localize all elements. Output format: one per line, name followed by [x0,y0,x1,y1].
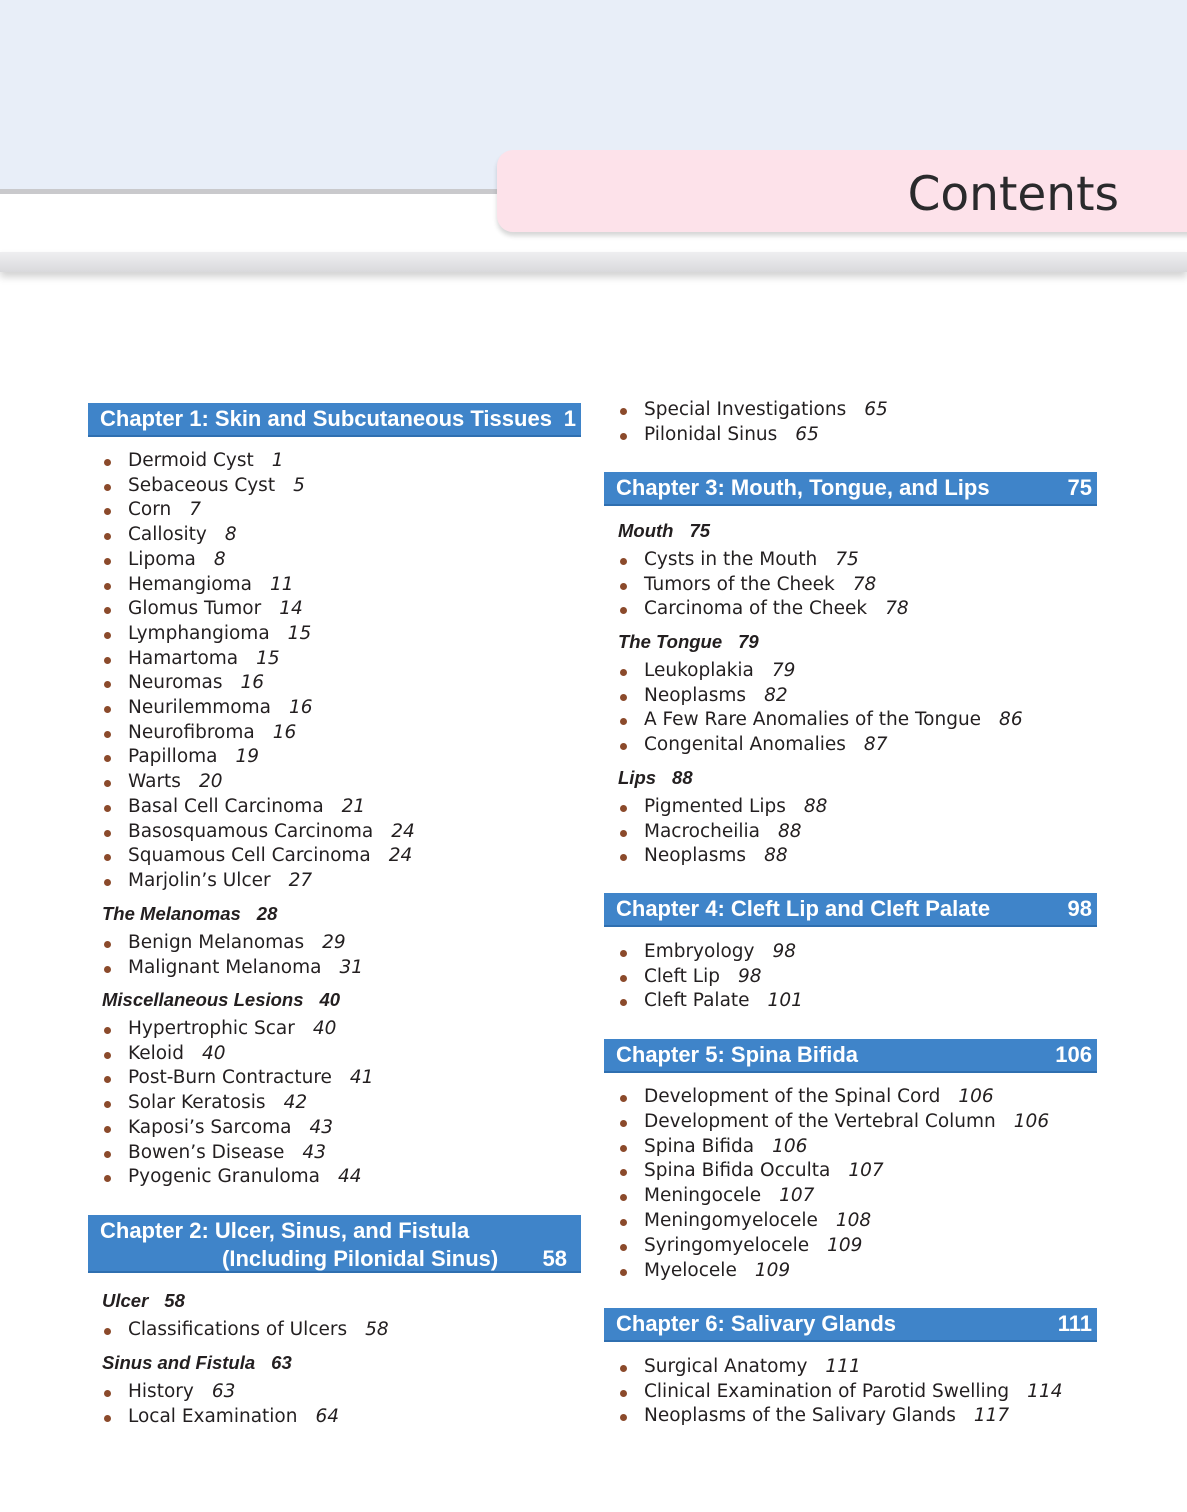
entry-title: Lipoma [128,548,196,570]
bullet-icon [104,1151,111,1158]
section-heading[interactable]: Mouth 75 [618,520,711,541]
entry-title: Surgical Anatomy [644,1356,808,1377]
entry-title: Basal Cell Carcinoma [128,795,324,817]
entry-page: 106 [772,1135,808,1157]
entry-title: Keloid [128,1042,184,1064]
entry-page: 40 [201,1042,226,1064]
chapter-title: Chapter 5: Spina Bifida [616,1042,859,1067]
entry-title: Post-Burn Contracture [128,1067,332,1089]
entry-page: 107 [779,1185,815,1207]
entry-page: 106 [958,1086,994,1107]
entry-page: 58 [365,1319,389,1340]
entry-title: Marjolin’s Ulcer [128,869,271,891]
entry-page: 21 [341,795,366,817]
bullet-icon [620,669,627,676]
entry-title: History [128,1381,194,1402]
entry-title: Benign Melanomas [128,932,305,953]
bullet-icon [104,607,111,614]
bullet-icon [620,1145,627,1152]
entry-title: Syringomyelocele [644,1234,810,1256]
bullet-icon [104,966,111,973]
entry-title: Meningomyelocele [644,1210,818,1231]
chapter-page: 58 [542,1246,567,1271]
entry-page: 98 [772,941,797,962]
entry-title: Embryology [644,941,755,962]
entry-title: Hypertrophic Scar [128,1018,295,1039]
bullet-icon [104,1126,111,1133]
bullet-icon [620,975,627,982]
bullet-icon [620,1219,627,1226]
entry-title: Neoplasms [644,684,747,706]
entry-title: Callosity [128,524,207,546]
entry-title: Hamartoma [128,647,239,669]
entry-page: 114 [1027,1380,1063,1402]
entry-page: 16 [288,697,313,718]
entry-page: 109 [754,1259,791,1281]
entry-page: 40 [312,1018,337,1039]
bullet-icon [104,1027,111,1034]
entry-title: Myelocele [644,1259,737,1281]
entry-page: 109 [827,1234,863,1256]
entry-page: 42 [283,1092,308,1114]
entry-page: 65 [795,423,819,445]
entry-title: Neoplasms [644,845,747,867]
entry-title: Glomus Tumor [128,598,262,620]
bullet-icon [620,1120,627,1127]
entry-title: A Few Rare Anomalies of the Tongue [644,709,982,731]
entry-title: Clinical Examination of Parotid Swelling [644,1380,1010,1402]
bullet-icon [620,830,627,837]
bullet-icon [620,999,627,1006]
entry-title: Pilonidal Sinus [644,423,778,445]
bullet-icon [620,558,627,565]
entry-page: 15 [287,622,312,644]
bullet-icon [104,583,111,590]
entry-title: Squamous Cell Carcinoma [128,845,371,867]
entry-title: Solar Keratosis [128,1092,266,1114]
entry-page: 11 [269,573,294,595]
entry-page: 86 [999,709,1023,731]
bullet-icon [620,1390,627,1397]
entry-title: Local Examination [128,1405,298,1427]
entry-title: Corn [128,499,172,521]
entry-page: 31 [339,956,364,978]
bullet-icon [620,1194,627,1201]
entry-page: 24 [388,845,413,867]
chapter-5-heading[interactable] [604,1039,1097,1073]
entry-page: 43 [302,1141,326,1163]
entry-title: Development of the Vertebral Column [644,1110,996,1132]
bullet-icon [104,731,111,738]
bullet-icon [104,879,111,886]
bullet-icon [620,718,627,725]
bullet-icon [104,1101,111,1108]
section-heading[interactable]: Lips 88 [618,767,693,788]
bullet-icon [104,1175,111,1182]
bullet-icon [104,533,111,540]
entry-page: 78 [885,598,909,620]
bullet-icon [620,408,627,415]
bullet-icon [620,743,627,750]
chapter-6-heading[interactable] [604,1308,1097,1342]
bullet-icon [104,830,111,837]
chapter-2-heading[interactable] [88,1215,581,1273]
section-heading[interactable]: The Tongue 79 [618,631,759,652]
entry-page: 63 [211,1381,236,1402]
entry-page: 88 [803,796,828,817]
header-shadow-bar [0,252,1187,272]
chapter-title: Chapter 3: Mouth, Tongue, and Lips [616,475,990,500]
bullet-icon [104,681,111,688]
entry-title: Hemangioma [128,573,252,595]
entry-page: 117 [973,1405,1010,1427]
entry-title: Spina Bifida Occulta [644,1160,831,1182]
bullet-icon [620,1365,627,1372]
entry-title: Bowen’s Disease [128,1141,285,1163]
chapter-subtitle: (Including Pilonidal Sinus) [222,1246,499,1271]
entry-title: Cleft Palate [644,990,750,1012]
bullet-icon [620,1414,627,1421]
bullet-icon [104,1415,111,1422]
entry-title: Lymphangioma [128,622,270,644]
chapter-page: 111 [1057,1311,1092,1336]
chapter-title: Chapter 1: Skin and Subcutaneous Tissues [100,406,552,431]
entry-page: 75 [835,549,859,570]
entry-page: 108 [835,1210,872,1231]
chapter-4-heading[interactable] [604,893,1097,927]
entry-title: Kaposi’s Sarcoma [128,1116,292,1138]
entry-page: 24 [391,820,415,842]
entry-title: Development of the Spinal Cord [644,1086,941,1107]
section-heading[interactable]: The Melanomas 28 [102,903,278,924]
entry-title: Tumors of the Cheek [644,573,835,595]
entry-title: Pyogenic Granuloma [128,1166,321,1188]
bullet-icon [620,1169,627,1176]
entry-title: Classifications of Ulcers [128,1319,348,1340]
entry-page: 107 [848,1160,884,1182]
entry-page: 88 [778,820,802,842]
bullet-icon [620,433,627,440]
bullet-icon [620,694,627,701]
entry-page: 19 [235,746,260,768]
entry-page: 106 [1013,1110,1050,1132]
chapter-title: Chapter 2: Ulcer, Sinus, and Fistula [100,1218,470,1243]
entry-page: 14 [279,598,303,620]
chapter-page: 75 [1067,475,1092,500]
bullet-icon [104,657,111,664]
section-heading[interactable]: Ulcer 58 [102,1290,185,1311]
entry-page: 41 [349,1067,374,1089]
entry-page: 27 [288,869,313,891]
section-heading[interactable]: Sinus and Fistula 63 [102,1352,292,1373]
bullet-icon [104,706,111,713]
entry-page: 16 [240,672,265,694]
bullet-icon [620,805,627,812]
entry-page: 8 [213,548,226,570]
entry-title: Malignant Melanoma [128,956,322,978]
bullet-icon [620,1244,627,1251]
entry-title: Neurilemmoma [128,697,271,718]
entry-title: Special Investigations [644,399,847,420]
chapter-page: 106 [1055,1042,1092,1067]
entry-page: 16 [272,721,297,743]
entry-title: Sebaceous Cyst [128,474,276,496]
chapter-1-heading[interactable] [88,403,581,437]
entry-title: Neurofibroma [128,721,255,743]
entry-page: 5 [293,474,305,496]
entry-page: 98 [737,965,762,987]
entry-page: 79 [771,660,796,681]
entry-title: Macrocheilia [644,820,761,842]
bullet-icon [104,558,111,565]
entry-page: 43 [309,1116,334,1138]
bullet-icon [620,583,627,590]
entry-page: 87 [863,734,888,756]
bullet-icon [620,854,627,861]
bullet-icon [104,1328,111,1335]
entry-title: Congenital Anomalies [644,734,846,756]
entry-page: 8 [224,524,237,546]
bullet-icon [104,805,111,812]
entry-page: 101 [767,990,803,1012]
bullet-icon [104,1076,111,1083]
bullet-icon [620,1269,627,1276]
bullet-icon [104,780,111,787]
bullet-icon [104,1052,111,1059]
entry-page: 65 [864,399,888,420]
chapter-title: Chapter 4: Cleft Lip and Cleft Palate [616,896,991,921]
contents-title-tab [497,150,1187,232]
entry-page: 15 [256,647,280,669]
entry-title: Basosquamous Carcinoma [128,820,374,842]
entry-page: 82 [764,684,788,706]
entry-title: Spina Bifida [644,1135,755,1157]
entry-title: Dermoid Cyst [128,450,254,471]
entry-page: 20 [198,771,223,793]
entry-title: Meningocele [644,1185,762,1207]
entry-page: 64 [315,1405,340,1427]
bullet-icon [104,854,111,861]
bullet-icon [104,755,111,762]
entry-page: 111 [825,1356,861,1377]
section-heading[interactable]: Miscellaneous Lesions 40 [102,989,341,1010]
bullet-icon [620,607,627,614]
chapter-3-heading[interactable] [604,472,1097,506]
entry-title: Cleft Lip [644,965,720,987]
chapter-page: 98 [1067,896,1092,921]
bullet-icon [104,459,111,466]
bullet-icon [620,1095,627,1102]
bullet-icon [620,950,627,957]
entry-title: Leukoplakia [644,660,754,681]
bullet-icon [104,941,111,948]
entry-title: Carcinoma of the Cheek [644,598,868,620]
entry-title: Cysts in the Mouth [644,549,818,570]
entry-title: Neoplasms of the Salivary Glands [644,1405,956,1427]
entry-page: 7 [189,499,202,521]
entry-title: Neuromas [128,672,223,694]
entry-title: Pigmented Lips [644,796,786,817]
chapter-title: Chapter 6: Salivary Glands [616,1311,896,1336]
entry-page: 44 [338,1166,362,1188]
entry-page: 88 [764,845,788,867]
bullet-icon [104,632,111,639]
entry-title: Papilloma [128,746,218,768]
entry-page: 1 [271,450,284,471]
bullet-icon [104,508,111,515]
entry-page: 78 [852,573,877,595]
bullet-icon [104,1390,111,1397]
entry-title: Warts [128,771,181,793]
entry-page: 29 [322,932,346,953]
page-title: Contents [907,167,1119,222]
bullet-icon [104,484,111,491]
chapter-page: 1 [563,406,576,431]
